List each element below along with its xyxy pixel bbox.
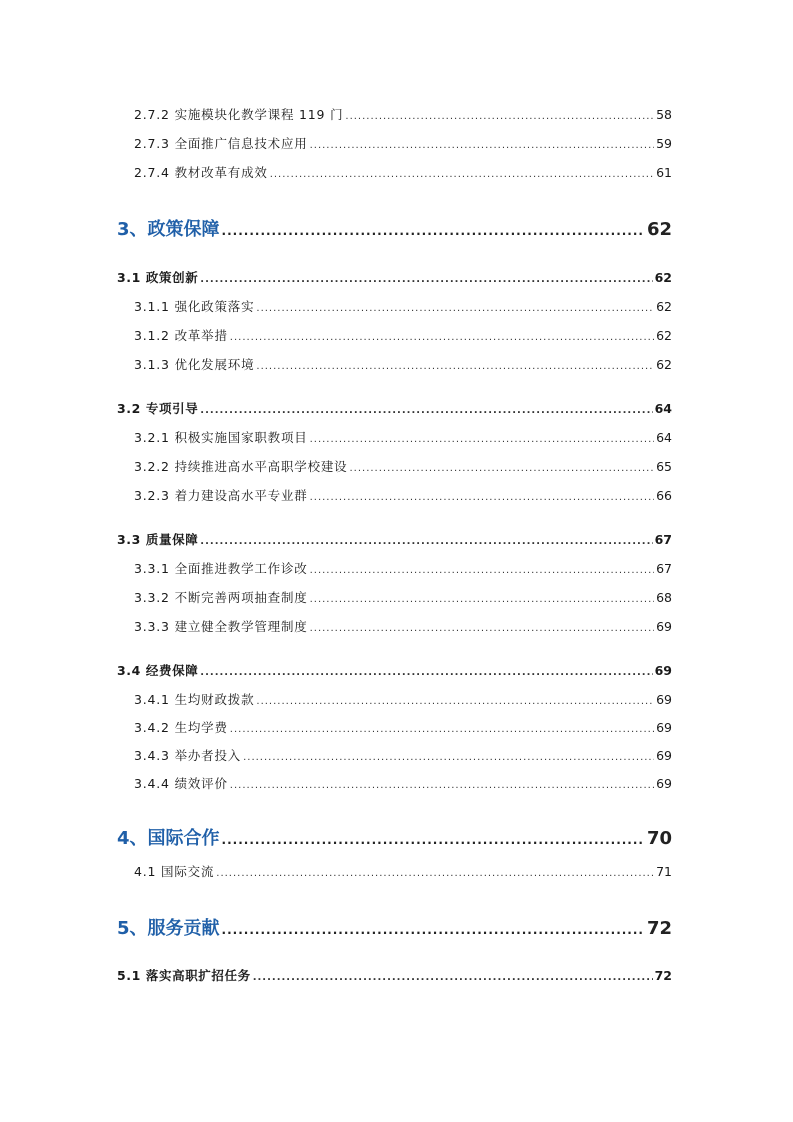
dot-leader <box>200 667 652 678</box>
toc-chapter-label: 3、政策保障 <box>117 219 220 240</box>
toc-entry-label: 3.3.3 建立健全教学管理制度 <box>134 619 308 634</box>
dot-leader <box>230 780 654 791</box>
toc-entry-label: 3.1.3 优化发展环境 <box>134 357 255 372</box>
toc-page-number: 61 <box>656 165 672 180</box>
toc-entry-label: 3.4.3 举办者投入 <box>134 748 242 763</box>
dot-leader <box>256 696 654 707</box>
toc-page-number: 62 <box>654 270 672 285</box>
dot-leader <box>200 536 652 547</box>
toc-entry-3-1-2[interactable] <box>134 326 672 344</box>
toc-section-label: 3.2 专项引导 <box>117 401 199 416</box>
toc-chapter-3[interactable] <box>117 215 672 241</box>
toc-entry-2-7-2[interactable] <box>134 105 672 123</box>
toc-entry-3-3-3[interactable] <box>134 617 672 635</box>
dot-leader <box>200 405 652 416</box>
toc-entry-label: 3.3.1 全面推进教学工作诊改 <box>134 561 308 576</box>
toc-page-number: 62 <box>656 299 672 314</box>
toc-entry-label: 3.2.1 积极实施国家职教项目 <box>134 430 308 445</box>
toc-page-number: 71 <box>656 864 672 879</box>
dot-leader <box>200 274 652 285</box>
dot-leader <box>222 923 645 937</box>
toc-page-number: 69 <box>656 748 672 763</box>
toc-page-number: 70 <box>646 828 672 849</box>
toc-entry-3-2-3[interactable] <box>134 486 672 504</box>
toc-page-number: 72 <box>654 968 672 983</box>
dot-leader <box>222 224 645 238</box>
dot-leader <box>310 434 655 445</box>
dot-leader <box>310 623 655 634</box>
dot-leader <box>310 565 655 576</box>
toc-entry-label: 2.7.3 全面推广信息技术应用 <box>134 136 308 151</box>
toc-entry-3-2-2[interactable] <box>134 457 672 475</box>
toc-chapter-label: 4、国际合作 <box>117 828 220 849</box>
toc-entry-3-3-2[interactable] <box>134 588 672 606</box>
dot-leader <box>345 111 654 122</box>
toc-entry-4-1[interactable] <box>134 862 672 880</box>
toc-section-label: 3.1 政策创新 <box>117 270 199 285</box>
toc-entry-label: 3.4.2 生均学费 <box>134 720 228 735</box>
toc-page-number: 58 <box>656 107 672 122</box>
dot-leader <box>256 303 654 314</box>
toc-entry-label: 4.1 国际交流 <box>134 864 215 879</box>
toc-section-3-4[interactable] <box>117 661 672 679</box>
dot-leader <box>216 868 654 879</box>
toc-page-number: 65 <box>656 459 672 474</box>
toc-chapter-4[interactable] <box>117 824 672 850</box>
dot-leader <box>310 492 655 503</box>
toc-section-label: 3.4 经费保障 <box>117 663 199 678</box>
toc-page-number: 69 <box>656 776 672 791</box>
toc-page-number: 59 <box>656 136 672 151</box>
toc-entry-label: 3.1.1 强化政策落实 <box>134 299 255 314</box>
toc-entry-3-1-1[interactable] <box>134 297 672 315</box>
toc-entry-label: 3.2.2 持续推进高水平高职学校建设 <box>134 459 348 474</box>
dot-leader <box>222 833 645 847</box>
toc-entry-label: 3.2.3 着力建设高水平专业群 <box>134 488 308 503</box>
toc-page-number: 72 <box>646 918 672 939</box>
dot-leader <box>270 169 654 180</box>
dot-leader <box>230 724 654 735</box>
toc-page-number: 62 <box>646 219 672 240</box>
toc-entry-label: 3.3.2 不断完善两项抽查制度 <box>134 590 308 605</box>
toc-section-3-2[interactable] <box>117 399 672 417</box>
toc-entry-label: 2.7.4 教材改革有成效 <box>134 165 268 180</box>
toc-entry-label: 2.7.2 实施模块化教学课程 119 门 <box>134 107 344 122</box>
toc-entry-3-3-1[interactable] <box>134 559 672 577</box>
toc-entry-3-4-3[interactable] <box>134 746 672 764</box>
toc-entry-3-4-4[interactable] <box>134 774 672 792</box>
toc-page-number: 69 <box>656 720 672 735</box>
toc-page-number: 67 <box>654 532 672 547</box>
toc-entry-label: 3.4.4 绩效评价 <box>134 776 228 791</box>
toc-section-label: 5.1 落实高职扩招任务 <box>117 968 251 983</box>
toc-page-number: 62 <box>656 328 672 343</box>
dot-leader <box>310 140 655 151</box>
toc-page-number: 69 <box>656 619 672 634</box>
toc-page-number: 64 <box>654 401 672 416</box>
toc-page-number: 69 <box>656 692 672 707</box>
toc-page-number: 68 <box>656 590 672 605</box>
dot-leader <box>253 972 653 983</box>
toc-section-label: 3.3 质量保障 <box>117 532 199 547</box>
toc-page-number: 67 <box>656 561 672 576</box>
toc-entry-2-7-4[interactable] <box>134 163 672 181</box>
dot-leader <box>349 463 654 474</box>
toc-section-3-1[interactable] <box>117 268 672 286</box>
dot-leader <box>256 361 654 372</box>
toc-page-number: 66 <box>656 488 672 503</box>
toc-page-number: 62 <box>656 357 672 372</box>
toc-chapter-5[interactable] <box>117 914 672 940</box>
toc-entry-3-4-2[interactable] <box>134 718 672 736</box>
toc-entry-3-1-3[interactable] <box>134 355 672 373</box>
dot-leader <box>230 332 654 343</box>
dot-leader <box>310 594 655 605</box>
toc-chapter-label: 5、服务贡献 <box>117 918 220 939</box>
toc-entry-3-2-1[interactable] <box>134 428 672 446</box>
toc-page-number: 69 <box>654 663 672 678</box>
toc-section-3-3[interactable] <box>117 530 672 548</box>
toc-entry-label: 3.4.1 生均财政拨款 <box>134 692 255 707</box>
toc-section-5-1[interactable] <box>117 966 672 984</box>
toc-entry-2-7-3[interactable] <box>134 134 672 152</box>
toc-page-number: 64 <box>656 430 672 445</box>
dot-leader <box>243 752 654 763</box>
toc-entry-label: 3.1.2 改革举措 <box>134 328 228 343</box>
toc-entry-3-4-1[interactable] <box>134 690 672 708</box>
